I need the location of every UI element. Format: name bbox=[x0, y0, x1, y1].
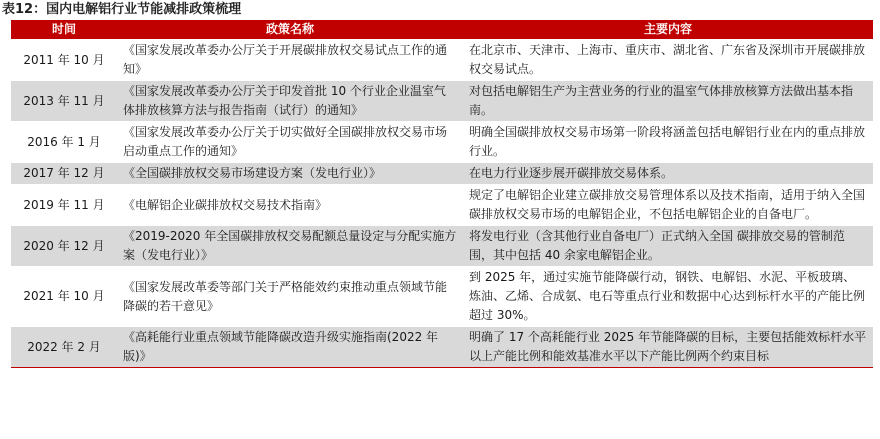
table-row bbox=[11, 267, 873, 327]
row-content: 明确了 17 个高耗能行业 2025 年节能降碳的目标，主要包括能效标杆水平以上产能比例和能效基准水平以下产能比例两个约束目标 bbox=[463, 327, 873, 368]
row-content: 在电力行业逐步展开碳排放交易体系。 bbox=[463, 163, 873, 185]
row-policy: 《高耗能行业重点领域节能降碳改造升级实施指南(2022 年版)》 bbox=[117, 327, 463, 368]
header-date: 时间 bbox=[11, 20, 117, 40]
header-content: 主要内容 bbox=[463, 20, 873, 40]
header-policy: 政策名称 bbox=[117, 20, 463, 40]
row-policy: 《国家发展改革委等部门关于严格能效约束推动重点领域节能降碳的若干意见》 bbox=[117, 267, 463, 327]
row-policy: 《国家发展改革委办公厅关于印发首批 10 个行业企业温室气体排放核算方法与报告指南（试行）的通知》 bbox=[117, 81, 463, 122]
row-policy: 《国家发展改革委办公厅关于开展碳排放权交易试点工作的通知》 bbox=[117, 40, 463, 81]
row-policy: 《2019-2020 年全国碳排放权交易配额总量设定与分配实施方案（发电行业）》 bbox=[117, 226, 463, 267]
row-content: 将发电行业（含其他行业自备电厂）正式纳入全国 碳排放交易的管制范围，其中包括 40 余家电解铝企业。 bbox=[463, 226, 873, 267]
row-date: 2019 年 11 月 bbox=[11, 185, 117, 226]
table-header-row bbox=[11, 20, 873, 40]
table-row bbox=[11, 122, 873, 163]
row-date: 2016 年 1 月 bbox=[11, 122, 117, 163]
row-content: 规定了电解铝企业建立碳排放交易管理体系以及技术指南，适用于纳入全国碳排放权交易市场的电解铝企业，不包括电解铝企业的自备电厂。 bbox=[463, 185, 873, 226]
row-date: 2022 年 2 月 bbox=[11, 327, 117, 368]
table-row bbox=[11, 81, 873, 122]
row-date: 2020 年 12 月 bbox=[11, 226, 117, 267]
row-content: 对包括电解铝生产为主营业务的行业的温室气体排放核算方法做出基本指南。 bbox=[463, 81, 873, 122]
table-row bbox=[11, 163, 873, 185]
row-policy: 《电解铝企业碳排放权交易技术指南》 bbox=[117, 185, 463, 226]
row-date: 2011 年 10 月 bbox=[11, 40, 117, 81]
table-row bbox=[11, 226, 873, 267]
row-date: 2017 年 12 月 bbox=[11, 163, 117, 185]
table-row bbox=[11, 327, 873, 368]
row-content: 明确全国碳排放权交易市场第一阶段将涵盖包括电解铝行业在内的重点排放行业。 bbox=[463, 122, 873, 163]
row-date: 2021 年 10 月 bbox=[11, 267, 117, 327]
row-policy: 《全国碳排放权交易市场建设方案（发电行业）》 bbox=[117, 163, 463, 185]
row-content: 在北京市、天津市、上海市、重庆市、湖北省、广东省及深圳市开展碳排放权交易试点。 bbox=[463, 40, 873, 81]
row-date: 2013 年 11 月 bbox=[11, 81, 117, 122]
table-title: 表12：国内电解铝行业节能减排政策梳理 bbox=[2, 2, 242, 17]
table-row bbox=[11, 40, 873, 81]
row-content: 到 2025 年，通过实施节能降碳行动，钢铁、电解铝、水泥、平板玻璃、炼油、乙烯、合成氨、电石等重点行业和数据中心达到标杆水平的产能比例超过 30%。 bbox=[463, 267, 873, 327]
table-row bbox=[11, 185, 873, 226]
policy-table bbox=[11, 20, 873, 368]
row-policy: 《国家发展改革委办公厅关于切实做好全国碳排放权交易市场启动重点工作的通知》 bbox=[117, 122, 463, 163]
